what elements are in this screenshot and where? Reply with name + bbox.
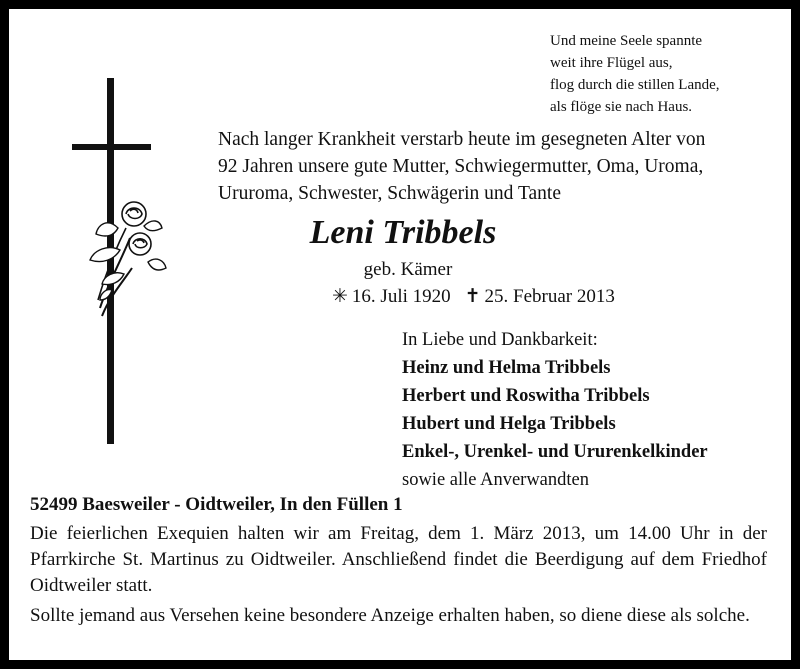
mourner-name: Hubert und Helga Tribbels: [402, 414, 616, 434]
family-address: 52499 Baesweiler - Oidtweiler, In den Füllen 1: [30, 494, 403, 515]
exequies-paragraph: [30, 521, 767, 599]
poem-line: als flöge sie nach Haus.: [550, 99, 693, 115]
mourners-heading: In Liebe und Dankbarkeit:: [402, 330, 598, 350]
exequies-text: Die feierlichen Exequien halten wir am Freitag, dem 1. März 2013, um 14.00 Uhr in der Pfarrkirche St. Martinus zu Oidtweiler. Anschließend findet die Beerdigung auf dem Friedhof Oidtweiler statt.: [30, 523, 767, 596]
intro-line: 92 Jahren unsere gute Mutter, Schwiegermutter, Oma, Uroma,: [218, 156, 704, 177]
mourner-name: Heinz und Helma Tribbels: [402, 358, 611, 378]
death-cross-icon: ✝: [464, 286, 481, 307]
death-date: 25. Februar 2013: [484, 286, 615, 307]
intro-line: Nach langer Krankheit verstarb heute im gesegneten Alter von: [218, 129, 706, 150]
notice-text: Sollte jemand aus Versehen keine besondere Anzeige erhalten haben, so diene diese als solche.: [30, 605, 750, 626]
mourner-name: Herbert und Roswitha Tribbels: [402, 386, 650, 406]
poem-line: flog durch die stillen Lande,: [550, 77, 720, 93]
poem-line: weit ihre Flügel aus,: [550, 55, 673, 71]
mourners-footer: sowie alle Anverwandten: [402, 470, 589, 490]
mourners-list: [402, 326, 708, 494]
poem: [550, 30, 720, 118]
life-dates: [332, 285, 615, 308]
intro-text: [218, 126, 705, 207]
maiden-name: geb. Kämer: [363, 259, 453, 280]
birth-star-icon: ✳: [332, 286, 348, 307]
deceased-name: Leni Tribbels: [309, 214, 497, 251]
birth-date: 16. Juli 1920: [351, 286, 451, 307]
notice-paragraph: [30, 603, 767, 629]
intro-line: Ururoma, Schwester, Schwägerin und Tante: [218, 183, 561, 204]
mourner-name: Enkel-, Urenkel- und Ururenkelkinder: [402, 442, 708, 462]
poem-line: Und meine Seele spannte: [550, 33, 703, 49]
